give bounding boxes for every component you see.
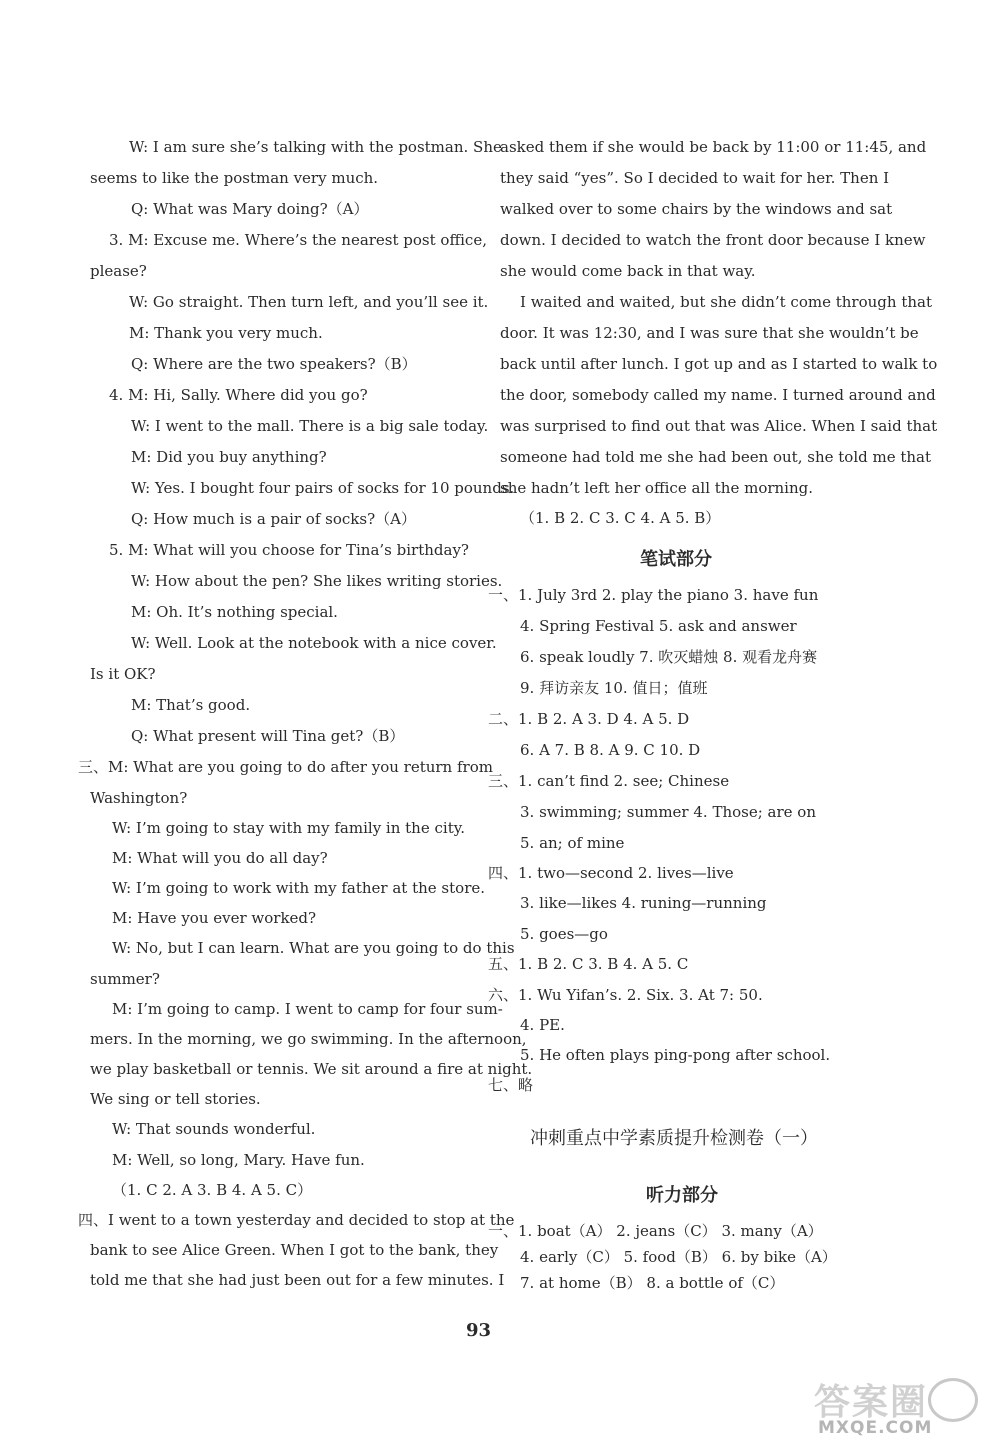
text-line: W: That sounds wonderful. [112,1120,316,1138]
text-line: 5. an; of mine [520,834,625,852]
text-line: 3. swimming; summer 4. Those; are on [520,803,816,821]
text-line: Is it OK? [90,665,156,683]
text-line: 三、1. can’t find 2. see; Chinese [488,772,730,790]
text-line: we play basketball or tennis. We sit around a fire at night. [90,1060,533,1078]
text-line: M: Have you ever worked? [112,909,317,927]
text-line: the door, somebody called my name. I turned around and [500,386,936,404]
watermark-ring-icon [928,1378,978,1422]
text-line: We sing or tell stories. [90,1090,261,1108]
text-line: they said “yes”. So I decided to wait for her. Then I [500,169,890,187]
text-line: W: I am sure she’s talking with the postman. She [129,138,502,156]
text-line: W: No, but I can learn. What are you going to do this [112,939,515,957]
text-line: W: I went to the mall. There is a big sale today. [131,417,489,435]
text-line: 六、1. Wu Yifan’s. 2. Six. 3. At 7: 50. [488,986,763,1004]
text-line: M: Well, so long, Mary. Have fun. [112,1151,365,1169]
text-line: 三、M: What are you going to do after you return from [78,758,493,776]
text-line: 5. He often plays ping-pong after school. [520,1046,831,1064]
text-line: 一、1. July 3rd 2. play the piano 3. have fun [488,586,819,604]
text-line: M: I’m going to camp. I went to camp for four sum- [112,1000,503,1018]
text-line: 3. like—likes 4. runing—running [520,894,767,912]
text-line: 四、I went to a town yesterday and decided to stop at the [78,1211,515,1229]
text-line: M: What will you do all day? [112,849,328,867]
text-line: 3. M: Excuse me. Where’s the nearest post office, [109,231,487,249]
section-heading-written: 笔试部分 [640,549,712,570]
text-line: 五、1. B 2. C 3. B 4. A 5. C [488,955,689,973]
text-line: mers. In the morning, we go swimming. In the afternoon, [90,1030,527,1048]
text-line: 6. speak loudly 7. 吹灭蜡烛 8. 观看龙舟赛 [520,648,818,666]
text-line: summer? [90,970,160,988]
text-line: 5. goes—go [520,925,608,943]
text-line: asked them if she would be back by 11:00 or 11:45, and [500,138,927,156]
text-line: was surprised to find out that was Alice. When I said that [500,417,938,435]
text-line: M: Thank you very much. [129,324,323,342]
text-line: M: Oh. It’s nothing special. [131,603,338,621]
text-line: 9. 拜访亲友 10. 值日；值班 [520,679,708,697]
text-line: 4. Spring Festival 5. ask and answer [520,617,797,635]
text-line: Q: Where are the two speakers?（B） [131,355,417,373]
text-line: M: That’s good. [131,696,251,714]
text-line: walked over to some chairs by the windows and sat [500,200,893,218]
text-line: W: Well. Look at the notebook with a nice cover. [131,634,497,652]
text-line: Q: What present will Tina get?（B） [131,727,405,745]
text-line: 四、1. two—second 2. lives—live [488,864,734,882]
page-number: 93 [466,1320,492,1341]
text-line: 4. M: Hi, Sally. Where did you go? [109,386,368,404]
watermark-logo [808,1378,998,1440]
text-line: （1. B 2. C 3. C 4. A 5. B） [520,509,721,527]
text-line: W: How about the pen? She likes writing stories. [131,572,503,590]
text-line: down. I decided to watch the front door because I knew [500,231,926,249]
watermark-chars: 答案圈 [814,1382,929,1423]
test-title: 冲刺重点中学素质提升检测卷（一） [530,1128,818,1149]
text-line: M: Did you buy anything? [131,448,327,466]
text-line: please? [90,262,147,280]
text-line: she would come back in that way. [500,262,756,280]
text-line: back until after lunch. I got up and as I started to walk to [500,355,938,373]
text-line: 7. at home（B） 8. a bottle of（C） [520,1274,785,1292]
text-line: I waited and waited, but she didn’t come through that [520,293,932,311]
text-line: 二、1. B 2. A 3. D 4. A 5. D [488,710,690,728]
text-line: W: Yes. I bought four pairs of socks for 10 pounds. [131,479,515,497]
text-line: told me that she had just been out for a few minutes. I [90,1271,505,1289]
text-line: door. It was 12:30, and I was sure that she wouldn’t be [500,324,919,342]
text-line: （1. C 2. A 3. B 4. A 5. C） [112,1181,313,1199]
section-heading-listening: 听力部分 [646,1185,718,1206]
text-line: 一、1. boat（A） 2. jeans（C） 3. many（A） [488,1222,823,1240]
watermark-text: MXQE.COM [818,1418,933,1438]
text-line: Q: How much is a pair of socks?（A） [131,510,416,528]
text-line: 5. M: What will you choose for Tina’s birthday? [109,541,469,559]
text-line: 4. PE. [520,1016,565,1034]
text-line: bank to see Alice Green. When I got to the bank, they [90,1241,499,1259]
text-line: W: I’m going to work with my father at the store. [112,879,486,897]
text-line: Q: What was Mary doing?（A） [131,200,369,218]
text-line: 七、略 [488,1076,534,1094]
text-line: 6. A 7. B 8. A 9. C 10. D [520,741,701,759]
text-line: Washington? [90,789,188,807]
text-line: 4. early（C） 5. food（B） 6. by bike（A） [520,1248,837,1266]
text-line: someone had told me she had been out, she told me that [500,448,932,466]
text-line: W: I’m going to stay with my family in the city. [112,819,465,837]
text-line: she hadn’t left her office all the morning. [500,479,814,497]
text-line: W: Go straight. Then turn left, and you’ll see it. [129,293,489,311]
text-line: seems to like the postman very much. [90,169,379,187]
